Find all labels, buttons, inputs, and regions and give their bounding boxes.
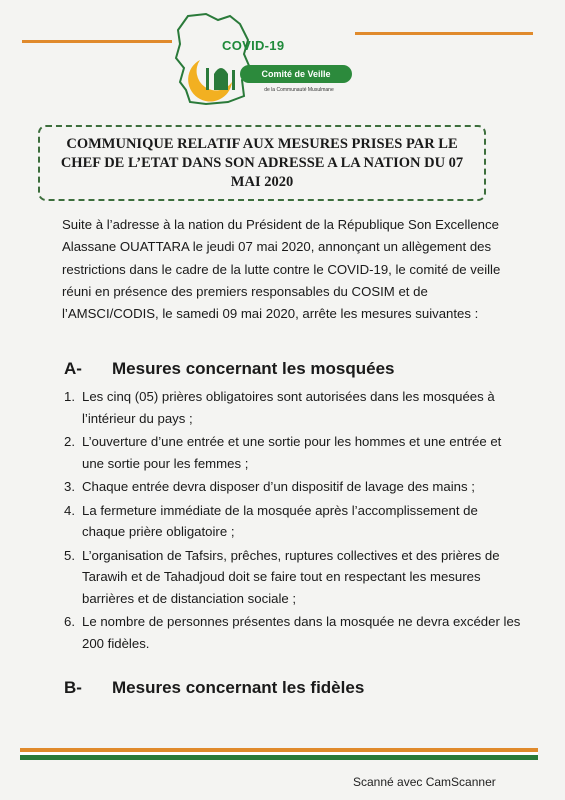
header-rule-left xyxy=(22,40,172,43)
item-number: 1. xyxy=(64,389,75,404)
item-text: Les cinq (05) prières obligatoires sont autorisées dans les mosquées à l’intérieur du pays ; xyxy=(82,389,495,426)
item-text: Chaque entrée devra disposer d’un dispositif de lavage des mains ; xyxy=(82,479,475,494)
section-a-letter: A- xyxy=(64,359,82,378)
list-item xyxy=(64,500,524,543)
logo-subtitle: de la Communauté Musulmane xyxy=(264,87,334,93)
section-b-heading xyxy=(64,678,364,698)
item-text: L’organisation de Tafsirs, prêches, ruptures collectives et des prières de Tarawih et de Tahadjoud doit se faire tout en respectant les mesures barrières et de distanciation sociale ; xyxy=(82,547,500,606)
logo-badge: Comité de Veille xyxy=(240,65,352,83)
list-item xyxy=(64,476,524,498)
section-a-heading xyxy=(64,359,395,379)
mosque-measures-list xyxy=(64,386,524,656)
ivory-coast-map-icon xyxy=(170,10,360,110)
committee-logo xyxy=(170,10,360,110)
header-rule-right xyxy=(355,32,533,35)
item-text: L’ouverture d’une entrée et une sortie pour les hommes et une entrée et une sortie pour les femmes ; xyxy=(82,434,502,471)
intro-paragraph: Suite à l’adresse à la nation du Président de la République Son Excellence Alassane OUATTARA le jeudi 07 mai 2020, annonçant un allègement des restrictions dans le cadre de la lutte contre le COVID-19, le comité de veille réuni en présence des premiers responsables du COSIM et de l’AMSCI/CODIS, le samedi 09 mai 2020, arrête les mesures suivantes : xyxy=(62,217,501,322)
section-b-letter: B- xyxy=(64,678,82,697)
communique-title-box xyxy=(38,125,486,201)
item-text: Le nombre de personnes présentes dans la mosquée ne devra excéder les 200 fidèles. xyxy=(82,614,521,651)
list-item xyxy=(64,386,524,429)
list-item xyxy=(64,611,524,654)
list-item xyxy=(64,545,524,610)
item-number: 2. xyxy=(64,434,75,449)
communique-title: COMMUNIQUE RELATIF AUX MESURES PRISES PAR LE CHEF DE L’ETAT DANS SON ADRESSE A LA NATION DU 07 MAI 2020 xyxy=(60,135,464,190)
item-number: 4. xyxy=(64,502,75,518)
item-text: La fermeture immédiate de la mosquée après l’accomplissement de chaque prière obligatoire ; xyxy=(82,502,478,539)
scanner-watermark: Scanné avec CamScanner xyxy=(353,775,496,789)
logo-title: COVID-19 xyxy=(222,38,285,53)
list-item xyxy=(64,431,524,474)
item-number: 6. xyxy=(64,614,75,629)
section-a-title: Mesures concernant les mosquées xyxy=(112,359,395,378)
item-number: 3. xyxy=(64,479,75,494)
footer-stripe-green xyxy=(20,755,538,760)
item-number: 5. xyxy=(64,547,75,563)
section-b-title: Mesures concernant les fidèles xyxy=(112,678,365,697)
